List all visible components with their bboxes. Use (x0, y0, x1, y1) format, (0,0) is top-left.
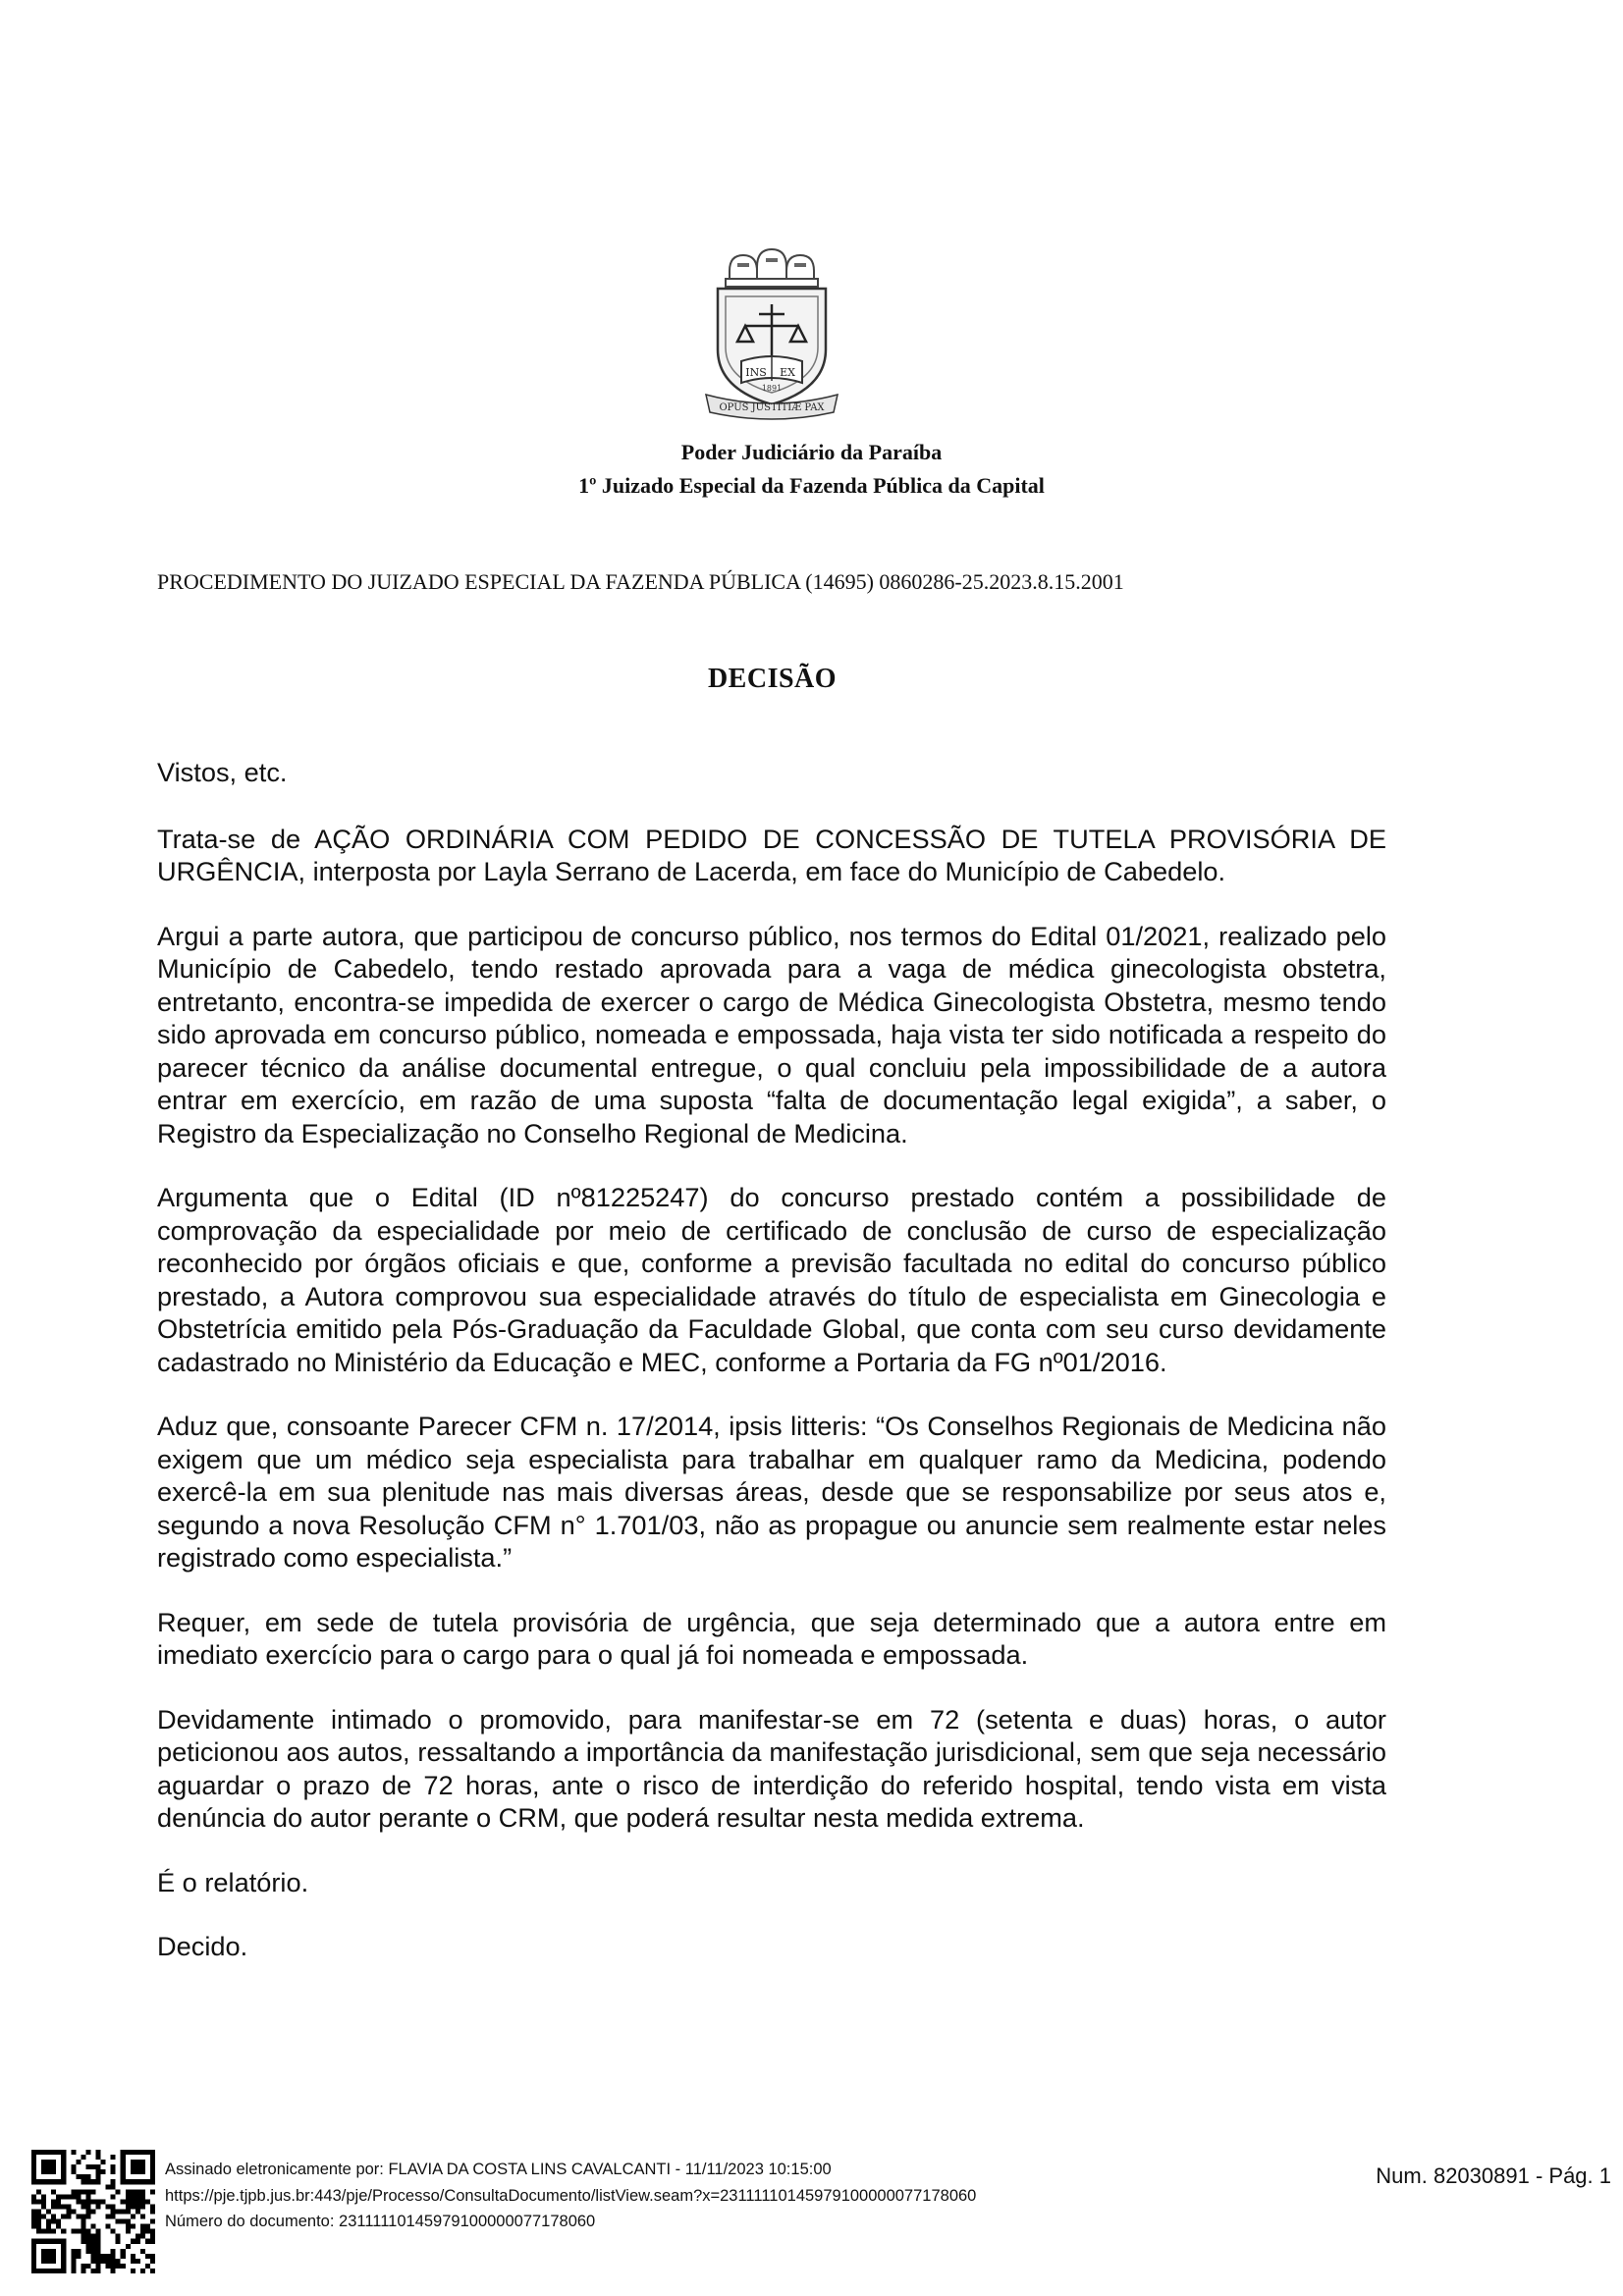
qr-modules (31, 2150, 155, 2273)
svg-text:OPUS JUSTITIÆ PAX: OPUS JUSTITIÆ PAX (719, 402, 825, 413)
court-coat-of-arms-icon (700, 241, 843, 424)
document-number: Número do documento: 23111110145979100000077178060 (165, 2213, 596, 2230)
svg-text:1891: 1891 (761, 384, 783, 393)
verification-url[interactable]: https://pje.tjpb.jus.br:443/pje/Processo/ConsultaDocumento/listView.seam?x=23111110145979100000077178060 (165, 2186, 977, 2205)
svg-text:INS: INS (745, 366, 767, 379)
document-body (157, 756, 1386, 1995)
signature-footer (0, 2140, 1623, 2287)
court-unit: 1º Juizado Especial da Fazenda Pública da Capital (578, 473, 1045, 498)
procedure-number: PROCEDIMENTO DO JUIZADO ESPECIAL DA FAZENDA PÚBLICA (14695) 0860286-25.2023.8.15.2001 (157, 569, 1124, 594)
paragraph-requer: Requer, em sede de tutela provisória de urgência, que seja determinado que a autora entre em imediato exercício para o cargo para o qual já foi nomeada e empossada. (157, 1606, 1386, 1670)
qr-code-icon[interactable] (31, 2150, 155, 2273)
paragraph-decido: Decido. (157, 1931, 248, 1961)
paragraph-devidamente: Devidamente intimado o promovido, para manifestar-se em 72 (setenta e duas) horas, o autor peticionou aos autos, ressaltando a importância da manifestação jurisdicional, sem que seja necessário aguardar o prazo de 72 horas, ante o risco de interdição do referido hospital, tendo vista em vista denúncia do autor perante o CRM, que poderá resultar nesta medida extrema. (157, 1703, 1386, 1833)
page-number: Num. 82030891 - Pág. 1 (1376, 2163, 1611, 2188)
signed-by: Assinado eletronicamente por: FLAVIA DA COSTA LINS CAVALCANTI - 11/11/2023 10:15:00 (165, 2161, 832, 2178)
paragraph-aduz: Aduz que, consoante Parecer CFM n. 17/2014, ipsis litteris: “Os Conselhos Regionais de Medicina não exigem que um médico seja especialista para trabalhar em qualquer ramo da Medicina, podendo exercê-la em sua plenitude nas mais diversas áreas, desde que se responsabilize por seus atos e, segundo a nova Resolução CFM n° 1.701/03, não as propague ou anuncie sem realmente estar neles registrado como especialista.” (157, 1411, 1386, 1573)
paragraph-argumenta: Argumenta que o Edital (ID nº81225247) do concurso prestado contém a possibilidade de comprovação da especialidade por meio de certificado de conclusão de curso de especialização reconhecido por órgãos oficiais e que, conforme a previsão facultada no edital do concurso público prestado, a Autora comprovou sua especialidade através do título de especialista em Ginecologia e Obstetrícia emitido pela Pós-Graduação da Faculdade Global, que conta com seu curso devidamente cadastrado no Ministério da Educação e MEC, conforme a Portaria da FG nº01/2016. (157, 1182, 1386, 1377)
paragraph-relatorio: É o relatório. (157, 1866, 309, 1897)
court-name: Poder Judiciário da Paraíba (680, 440, 943, 464)
signature-info (165, 2157, 976, 2235)
paragraph-vistos: Vistos, etc. (157, 757, 288, 787)
svg-text:EX: EX (780, 366, 795, 379)
paragraph-argui: Argui a parte autora, que participou de concurso público, nos termos do Edital 01/2021, realizado pelo Município de Cabedelo, tendo restado aprovada para a vaga de médica ginecologista obstetra, entretanto, encontra-se impedida de exercer o cargo de Médica Ginecologista Obstetra, mesmo tendo sido aprovada em concurso público, nomeada e empossada, haja vista ter sido notificada a respeito do parecer técnico da análise documental entregue, o qual concluiu pela impossibilidade de a autora entrar em exercício, em razão de uma suposta “falta de documentação legal exigida”, a saber, o Registro da Especialização no Conselho Regional de Medicina. (157, 920, 1386, 1148)
court-header (0, 436, 1623, 503)
paragraph-acao: Trata-se de AÇÃO ORDINÁRIA COM PEDIDO DE CONCESSÃO DE TUTELA PROVISÓRIA DE URGÊNCIA, interposta por Layla Serrano de Lacerda, em face do Município de Cabedelo. (157, 823, 1386, 886)
document-title: DECISÃO (707, 664, 838, 694)
